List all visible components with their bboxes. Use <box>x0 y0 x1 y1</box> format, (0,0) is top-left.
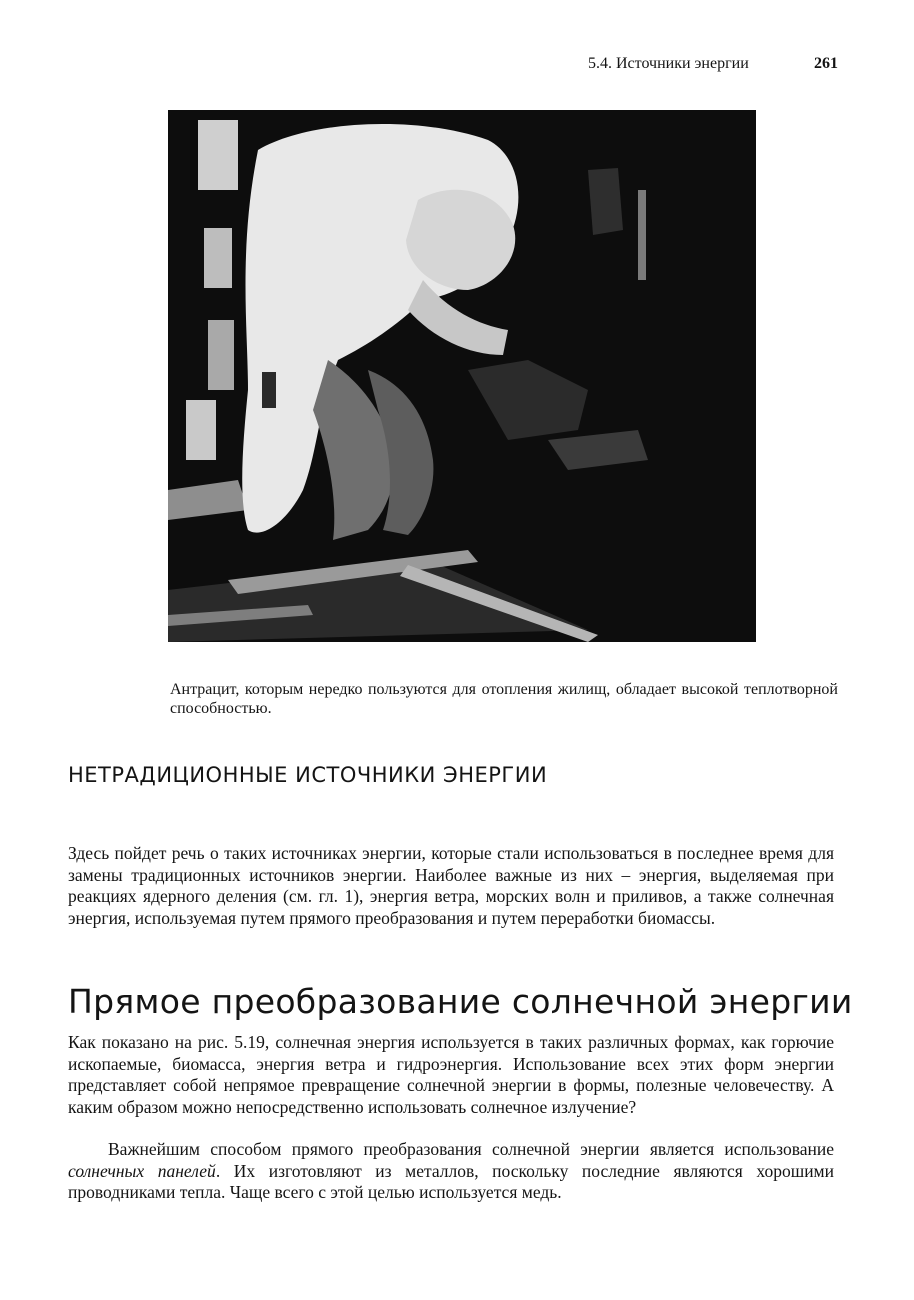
section-heading: НЕТРАДИЦИОННЫЕ ИСТОЧНИКИ ЭНЕРГИИ <box>68 763 548 787</box>
paragraph-2-start: Важнейшим способом прямого преобразования солнечной энергии является использование <box>108 1139 834 1159</box>
figure-caption: Антрацит, которым нередко пользуются для отопления жилищ, обладает высокой теплотворной способностью. <box>170 681 838 717</box>
solar-panels-term: солнечных панелей <box>68 1160 216 1181</box>
section-paragraph: Здесь пойдет речь о таких источниках энергии, которые стали использоваться в последнее время для замены традиционных источников энергии. Наиболее важные из них – энергия, выделяемая при реакциях ядерного деления (см. гл. 1), энергия ветра, морских волн и приливов, а также солнечная энергия, используемая путем прямого преобразования и путем переработки биомассы. <box>68 843 834 928</box>
subsection-heading: Прямое преобразование солнечной энергии <box>68 982 853 1021</box>
coal-mine-photo <box>168 110 756 642</box>
running-header <box>560 54 838 74</box>
page-number: 261 <box>814 55 838 72</box>
subsection-paragraph-2 <box>68 1139 834 1204</box>
running-head-section: 5.4. Источники энергии <box>588 55 749 72</box>
subsection-paragraph-1: Как показано на рис. 5.19, солнечная энергия используется в таких различных формах, как горючие ископаемые, биомасса, энергия ветра и гидроэнергия. Использование всех этих форм энергии представляет собой непрямое превращение солнечной энергии в формы, полезные человечеству. А каким образом можно непосредственно использовать солнечное излучение? <box>68 1032 834 1117</box>
paragraph-2-end: . Их изготовляют из металлов, поскольку последние являются хорошими проводниками тепла. Чаще всего с этой целью используется медь. <box>68 1160 834 1202</box>
